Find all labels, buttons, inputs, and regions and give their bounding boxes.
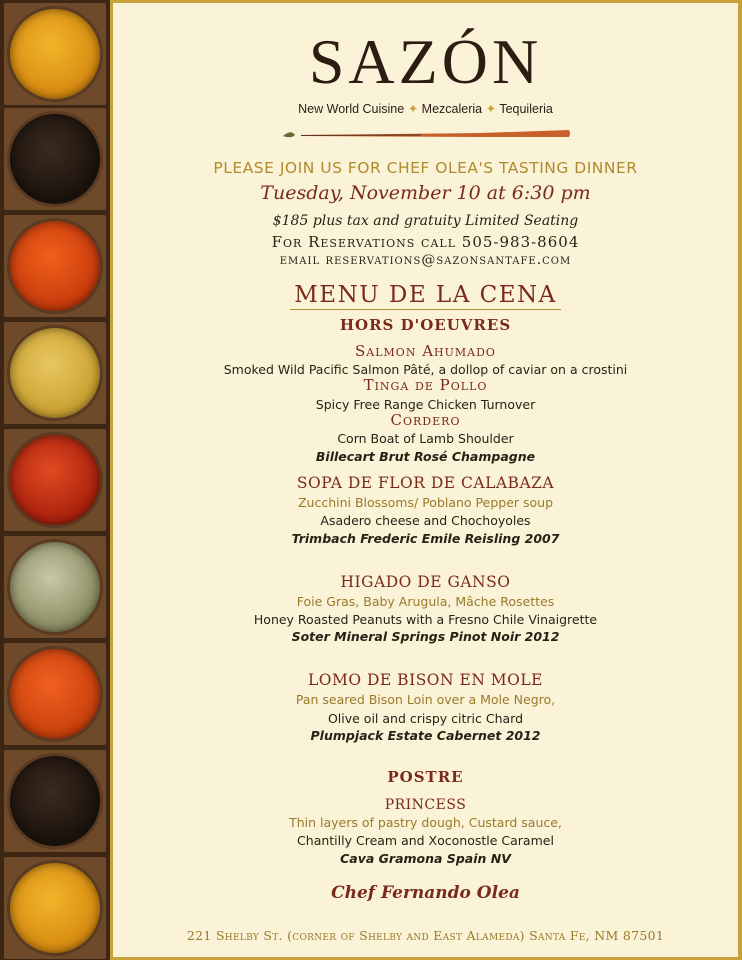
course-line: Foie Gras, Baby Arugula, Mâche Rosettes <box>296 594 555 609</box>
star-icon: ✦ <box>485 102 497 116</box>
spice-tile-paprika <box>4 215 106 317</box>
spice-tile-peppercorn-2 <box>4 750 106 852</box>
course-name: SOPA DE FLOR DE CALABAZA <box>296 474 555 492</box>
star-icon: ✦ <box>407 102 419 116</box>
dessert-heading: POSTRE <box>387 768 464 786</box>
menu-content <box>113 3 738 957</box>
spice-tile-turmeric <box>4 3 106 105</box>
hors-item-name: Salmon Ahumado <box>355 342 496 360</box>
spice-tile-herbs <box>4 536 106 638</box>
invitation-headline: PLEASE JOIN US FOR CHEF OLEA'S TASTING DINNER <box>213 159 638 177</box>
wine-pairing: Cava Gramona Spain NV <box>340 851 511 866</box>
dessert-name: PRINCESS <box>384 797 467 813</box>
course-name: LOMO DE BISON EN MOLE <box>308 671 543 689</box>
wine-pairing: Billecart Brut Rosé Champagne <box>315 449 536 464</box>
wine-pairing: Soter Mineral Springs Pinot Noir 2012 <box>291 629 560 644</box>
course-line: Zucchini Blossoms/ Poblano Pepper soup <box>297 495 554 510</box>
restaurant-tagline <box>113 101 738 116</box>
course-line: Olive oil and crispy citric Chard <box>327 711 524 726</box>
hors-item-desc: Corn Boat of Lamb Shoulder <box>337 431 514 446</box>
hors-item-name: Tinga de Pollo <box>363 376 488 394</box>
spice-photo-column <box>0 0 112 960</box>
tagline-part: Mezcaleria <box>421 102 483 116</box>
hors-heading: HORS D'OEUVRES <box>339 316 512 334</box>
hors-item-desc: Smoked Wild Pacific Salmon Pâté, a dollop of caviar on a crostini <box>223 362 628 377</box>
hors-item-desc: Spicy Free Range Chicken Turnover <box>315 397 536 412</box>
dessert-line: Chantilly Cream and Xoconostle Caramel <box>297 833 554 848</box>
spice-tile-chili <box>4 643 106 745</box>
hors-item-name: Cordero <box>390 411 461 429</box>
restaurant-logo: SAZÓN <box>308 26 543 97</box>
wine-pairing: Trimbach Frederic Emile Reisling 2007 <box>291 531 560 546</box>
course-line: Pan seared Bison Loin over a Mole Negro, <box>295 692 556 707</box>
spice-tile-mustard <box>4 322 106 424</box>
dessert-line: Thin layers of pastry dough, Custard sauce, <box>289 815 562 830</box>
email-line[interactable]: email reservations@sazonsantafe.com <box>279 252 572 268</box>
spice-tile-peppercorn <box>4 108 106 210</box>
course-name: HIGADO DE GANSO <box>340 573 511 591</box>
chef-signature: Chef Fernando Olea <box>331 883 520 903</box>
reservations-line: For Reservations call 505-983-8604 <box>271 233 580 251</box>
wine-pairing: Plumpjack Estate Cabernet 2012 <box>310 728 541 743</box>
spice-tile-saffron <box>4 429 106 531</box>
spice-tile-turmeric-2 <box>4 857 106 959</box>
price-line: $185 plus tax and gratuity Limited Seating <box>272 213 579 229</box>
course-line: Honey Roasted Peanuts with a Fresno Chile Vinaigrette <box>253 612 598 627</box>
tagline-part: New World Cuisine <box>298 102 405 116</box>
menu-title <box>113 282 738 308</box>
course-line: Asadero cheese and Chochoyoles <box>320 513 531 528</box>
brush-stroke-icon <box>281 127 571 141</box>
menu-title-text: MENU DE LA CENA <box>290 282 561 310</box>
restaurant-address: 221 Shelby St. (corner of Shelby and East Alameda) Santa Fe, NM 87501 <box>186 928 665 943</box>
tagline-part: Tequileria <box>499 102 553 116</box>
event-date: Tuesday, November 10 at 6:30 pm <box>260 182 591 204</box>
